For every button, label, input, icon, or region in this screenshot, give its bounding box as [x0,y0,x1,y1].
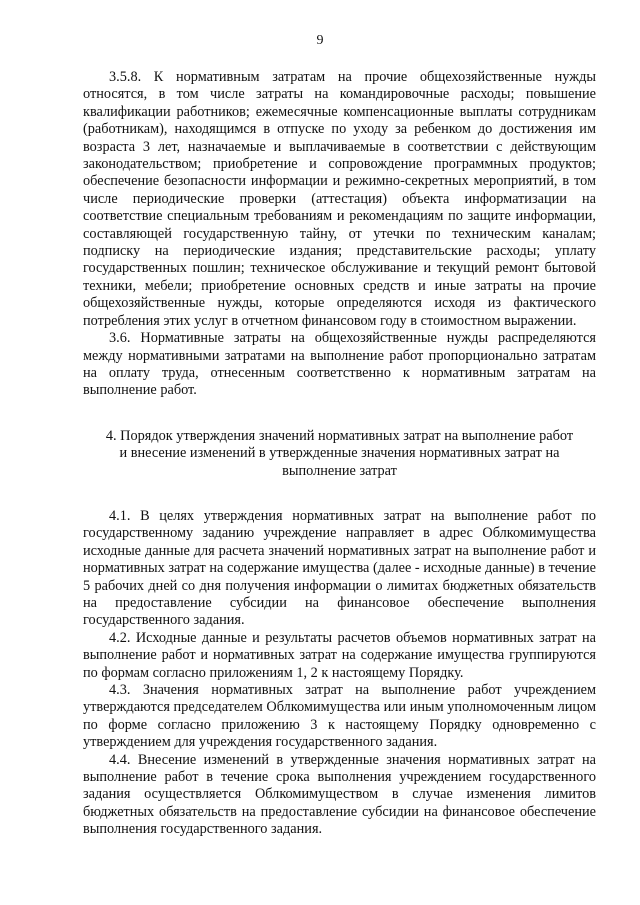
heading-line-3: выполнение затрат [282,462,397,479]
paragraph-4-4: 4.4. Внесение изменений в утвержденные значения нормативных затрат на выполнение работ в течение срока выполнения учреждением государственного задания осуществляется Облкомимуществом в случае изменения лимитов бюджетных обязательств на предоставление субсидии на финансовое обеспечение выполнения государственного задания. [83,751,596,838]
paragraph-3-6: 3.6. Нормативные затраты на общехозяйственные нужды распределяются между нормативными затратами на выполнение работ пропорционально затратам на оплату труда, отнесенным соответственно к нормативным затратам на выполнение работ. [83,330,596,399]
document-body [83,69,596,839]
heading-line-1: 4. Порядок утверждения значений нормативных затрат на выполнение работ [105,427,574,444]
paragraph-4-1: 4.1. В целях утверждения нормативных затрат на выполнение работ по государственному заданию учреждение направляет в адрес Облкомимущества исходные данные для расчета значений нормативных затрат на выполнение работ и нормативных затрат на содержание имущества (далее - исходные данные) в течение 5 рабочих дней со дня получения информации о лимитах бюджетных обязательств на предоставление субсидии на финансовое обеспечение выполнения государственного задания. [83,507,596,629]
section-4-heading [83,428,596,480]
paragraph-4-3: 4.3. Значения нормативных затрат на выполнение работ учреждением утверждаются председателем Облкомимущества или иным уполномоченным лицом по форме согласно приложению 3 к настоящему Порядку одновременно с утверждением для учреждения государственного задания. [83,682,596,751]
paragraph-3-5-8: 3.5.8. К нормативным затратам на прочие общехозяйственные нужды относятся, в том числе затраты на командировочные расходы; повышение квалификации работников; ежемесячные компенсационные выплаты сотрудникам (работникам), находящимся в отпуске по уходу за ребенком до достижения им возраста 3 лет, назначаемые и выплачиваемые в соответствии с действующим законодательством; приобретение и сопровождение программных продуктов; обеспечение безопасности информации и режимно-секретных мероприятий, в том числе периодические проверки (аттестация) объекта информатизации на соответствие специальным требованиям и рекомендациям по защите информации, составляющей государственную тайну, от утечки по техническим каналам; подписку на периодические издания; представительские расходы; уплату государственных пошлин; техническое обслуживание и текущий ремонт бытовой техники, мебели; приобретение основных средств и иные затраты на прочие общехозяйственные нужды, которые определяются исходя из фактического потребления этих услуг в отчетном финансовом году в стоимостном выражении. [83,69,596,329]
page-number: 9 [316,33,324,48]
heading-line-2: и внесение изменений в утвержденные значения нормативных затрат на [119,445,560,462]
paragraph-4-2: 4.2. Исходные данные и результаты расчетов объемов нормативных затрат на выполнение работ и нормативных затрат на содержание имущества группируются по формам согласно приложениям 1, 2 к настоящему Порядку. [83,629,596,681]
